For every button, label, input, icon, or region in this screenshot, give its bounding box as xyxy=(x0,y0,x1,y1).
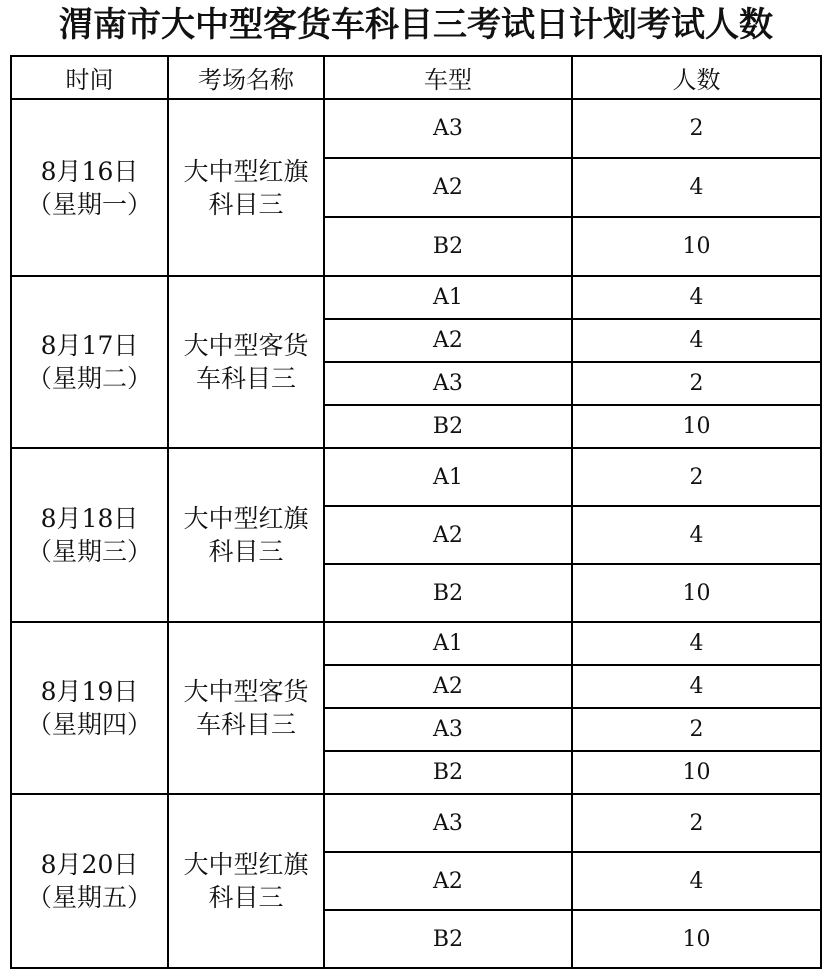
venue-cell xyxy=(168,448,324,622)
date-cell xyxy=(11,794,168,968)
weekday-text: （星期四） xyxy=(26,710,152,739)
vehicle-type-cell: A2 xyxy=(324,852,572,910)
count-cell: 4 xyxy=(572,276,821,319)
venue-line-2: 车科目三 xyxy=(195,710,296,739)
exam-schedule-table xyxy=(10,55,822,969)
date-cell xyxy=(11,99,168,276)
count-cell: 2 xyxy=(572,362,821,405)
vehicle-type-cell: A2 xyxy=(324,319,572,362)
table-row xyxy=(11,99,821,158)
count-cell: 10 xyxy=(572,564,821,622)
date-text: 8月20日 xyxy=(40,850,139,879)
venue-cell xyxy=(168,276,324,448)
weekday-text: （星期二） xyxy=(26,364,152,393)
venue-line-1: 大中型客货 xyxy=(183,331,309,360)
vehicle-type-cell: A1 xyxy=(324,448,572,506)
date-cell xyxy=(11,622,168,794)
header-vehicle-type: 车型 xyxy=(324,56,572,99)
vehicle-type-cell: A2 xyxy=(324,506,572,564)
vehicle-type-cell: B2 xyxy=(324,751,572,794)
venue-line-2: 科目三 xyxy=(208,883,284,912)
page-title: 渭南市大中型客货车科目三考试日计划考试人数 xyxy=(59,5,773,45)
date-cell xyxy=(11,448,168,622)
venue-line-2: 科目三 xyxy=(208,189,284,219)
table-row xyxy=(11,622,821,665)
table-row xyxy=(11,794,821,852)
count-cell: 10 xyxy=(572,910,821,968)
vehicle-type-cell: B2 xyxy=(324,564,572,622)
table-row xyxy=(11,448,821,506)
vehicle-type-cell: A2 xyxy=(324,665,572,708)
vehicle-type-cell: A3 xyxy=(324,362,572,405)
count-cell: 2 xyxy=(572,794,821,852)
venue-cell xyxy=(168,622,324,794)
vehicle-type-cell: A3 xyxy=(324,708,572,751)
count-cell: 2 xyxy=(572,99,821,158)
header-venue: 考场名称 xyxy=(168,56,324,99)
count-cell: 4 xyxy=(572,622,821,665)
count-cell: 10 xyxy=(572,217,821,276)
header-count: 人数 xyxy=(572,56,821,99)
count-cell: 4 xyxy=(572,319,821,362)
date-text: 8月17日 xyxy=(40,331,139,360)
count-cell: 2 xyxy=(572,448,821,506)
vehicle-type-cell: B2 xyxy=(324,405,572,448)
vehicle-type-cell: A1 xyxy=(324,622,572,665)
vehicle-type-cell: A2 xyxy=(324,158,572,217)
vehicle-type-cell: B2 xyxy=(324,910,572,968)
table-row xyxy=(11,276,821,319)
vehicle-type-cell: A3 xyxy=(324,99,572,158)
header-time: 时间 xyxy=(11,56,168,99)
venue-line-2: 科目三 xyxy=(208,537,284,566)
weekday-text: （星期五） xyxy=(26,883,152,912)
count-cell: 2 xyxy=(572,708,821,751)
count-cell: 10 xyxy=(572,405,821,448)
weekday-text: （星期一） xyxy=(26,189,152,219)
venue-line-1: 大中型红旗 xyxy=(183,156,309,186)
vehicle-type-cell: B2 xyxy=(324,217,572,276)
vehicle-type-cell: A3 xyxy=(324,794,572,852)
table-header-row xyxy=(11,56,821,99)
count-cell: 4 xyxy=(572,158,821,217)
venue-cell xyxy=(168,794,324,968)
date-text: 8月16日 xyxy=(40,156,139,186)
weekday-text: （星期三） xyxy=(26,537,152,566)
count-cell: 4 xyxy=(572,852,821,910)
venue-line-2: 车科目三 xyxy=(195,364,296,393)
venue-line-1: 大中型红旗 xyxy=(183,504,309,533)
count-cell: 4 xyxy=(572,506,821,564)
date-text: 8月19日 xyxy=(40,677,139,706)
count-cell: 10 xyxy=(572,751,821,794)
venue-line-1: 大中型客货 xyxy=(183,677,309,706)
venue-cell xyxy=(168,99,324,276)
date-text: 8月18日 xyxy=(40,504,139,533)
venue-line-1: 大中型红旗 xyxy=(183,850,309,879)
vehicle-type-cell: A1 xyxy=(324,276,572,319)
date-cell xyxy=(11,276,168,448)
count-cell: 4 xyxy=(572,665,821,708)
